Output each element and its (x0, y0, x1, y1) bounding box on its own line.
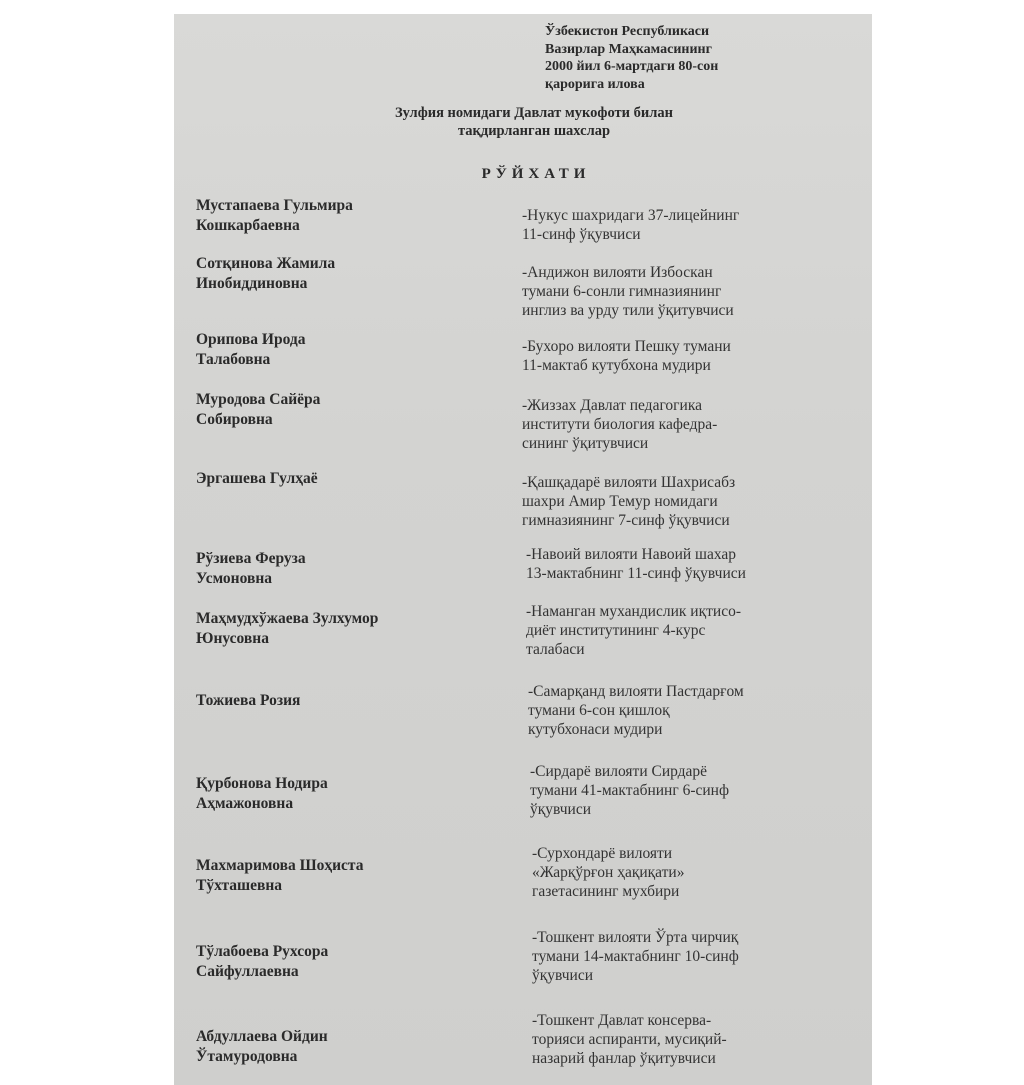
person-name: Сотқинова Жамила Инобиддиновна (196, 255, 336, 292)
person-description: -Жиззах Давлат педагогика институти биология кафедра- сининг ўқитувчиси (522, 397, 718, 452)
decree-line: қарорига илова (545, 76, 645, 92)
person-description: -Навоий вилояти Навоий шахар 13-мактабнинг 11-синф ўқувчиси (526, 546, 746, 582)
person-name: Мустапаева Гульмира Кошкарбаевна (196, 197, 353, 234)
person-name: Рўзиева Феруза Усмоновна (196, 550, 306, 587)
person-description: -Сурхондарё вилояти «Жарқўрғон ҳақиқати» газетасининг мухбири (532, 845, 685, 900)
person-description: -Қашқадарё вилояти Шахрисабз шахри Амир Темур номидаги гимназиянинг 7-синф ўқувчиси (522, 474, 736, 529)
person-name: Тожиева Розия (196, 692, 301, 709)
decree-line: 2000 йил 6-мартдаги 80-сон (545, 59, 719, 74)
person-name: Абдуллаева Ойдин Ўтамуродовна (196, 1028, 328, 1065)
decree-line: Вазирлар Маҳкамасининг (545, 41, 712, 57)
list-heading: РЎЙХАТИ (481, 166, 591, 182)
person-name: Орипова Ирода Талабовна (196, 331, 306, 368)
person-description: -Самарқанд вилояти Пастдарғом тумани 6-сон қишлоқ кутубхонаси мудири (528, 683, 744, 738)
person-name: Маҳмудхўжаева Зулхумор Юнусовна (196, 610, 379, 647)
document-title (324, 104, 744, 140)
person-description: -Тошкент вилояти Ўрта чирчиқ тумани 14-мактабнинг 10-синф ўқувчиси (532, 929, 739, 984)
person-name: Махмаримова Шоҳиста Тўхташевна (196, 857, 364, 894)
person-description: -Нукус шахридаги 37-лицейнинг 11-синф ўқувчиси (522, 207, 740, 243)
title-line: Зулфия номидаги Давлат мукофоти билан (395, 105, 673, 121)
person-description: -Андижон вилояти Избоскан тумани 6-сонли гимназиянинг инглиз ва урду тили ўқитувчиси (522, 264, 734, 319)
person-description: -Сирдарё вилояти Сирдарё тумани 41-мактабнинг 6-синф ўқувчиси (530, 763, 730, 818)
person-name: Муродова Сайёра Собировна (196, 391, 321, 428)
person-description: -Тошкент Давлат консерва- торияси аспиранти, мусиқий- назарий фанлар ўқитувчиси (532, 1012, 727, 1067)
person-description: -Наманган мухандислик иқтисо- диёт институтининг 4-курс талабаси (526, 603, 741, 658)
person-name: Қурбонова Нодира Аҳмажоновна (196, 775, 328, 812)
person-name: Тўлабоева Рухсора Сайфуллаевна (196, 943, 329, 980)
person-description: -Бухоро вилояти Пешку тумани 11-мактаб кутубхона мудири (522, 338, 731, 374)
decree-reference (545, 23, 845, 93)
decree-line: Ўзбекистон Республикаси (545, 24, 710, 39)
title-line: тақдирланган шахслар (457, 123, 611, 139)
document-page (174, 14, 872, 1085)
person-name: Эргашева Гулҳаё (196, 470, 318, 487)
